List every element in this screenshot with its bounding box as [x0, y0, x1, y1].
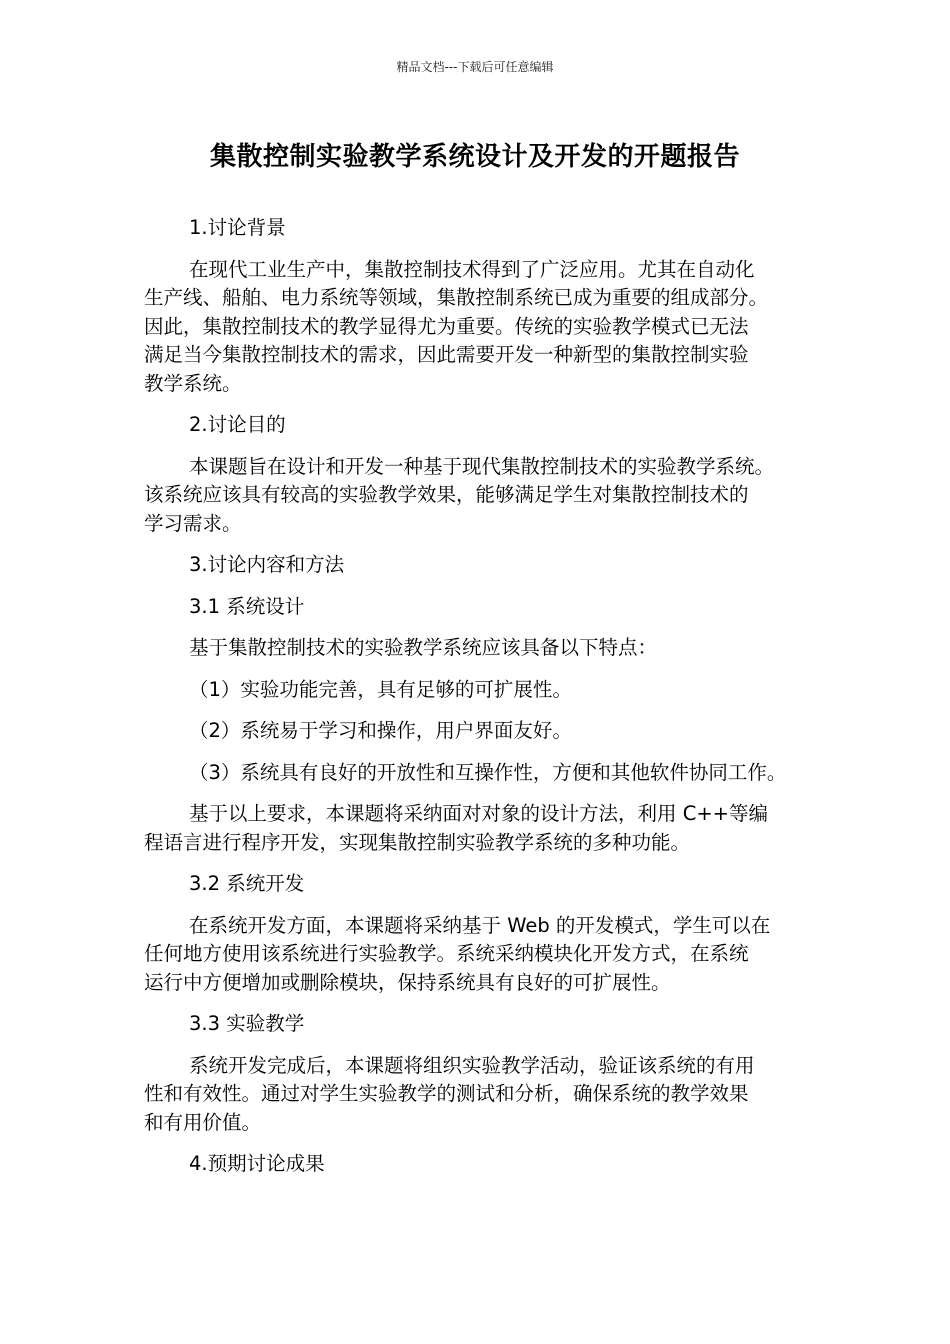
feature-item-1: （1）实验功能完善，具有足够的可扩展性。 — [189, 677, 572, 701]
section-3-3-heading: 3.3 实验教学 — [189, 1012, 305, 1035]
section-3-1-heading: 3.1 系统设计 — [189, 594, 305, 618]
header-note: 精品文档---下载后可任意编辑 — [396, 60, 554, 74]
section-3-1-paragraph: 基于以上要求，本课题将采纳面对对象的设计方法，利用 C++等编 程语言进行程序开发，实现集散控制实验教学系统的多种功能。 — [144, 802, 768, 854]
section-3-1-intro: 基于集散控制技术的实验教学系统应该具备以下特点： — [189, 636, 658, 659]
section-2-paragraph: 本课题旨在设计和开发一种基于现代集散控制技术的实验教学系统。 该系统应该具有较高的实验教学效果，能够满足学生对集散控制技术的 学习需求。 — [144, 454, 775, 535]
section-2-heading: 2.讨论目的 — [189, 413, 286, 436]
document-title: 集散控制实验教学系统设计及开发的开题报告 — [209, 142, 740, 172]
section-3-2-heading: 3.2 系统开发 — [189, 872, 305, 895]
section-1-heading: 1.讨论背景 — [189, 216, 286, 239]
feature-item-2: （2）系统易于学习和操作，用户界面友好。 — [189, 719, 572, 742]
section-3-2-paragraph: 在系统开发方面，本课题将采纳基于 Web 的开发模式，学生可以在 任何地方使用该系统进行实验教学。系统采纳模块化开发方式，在系统 运行中方便增加或删除模块，保持系统具有良好的可扩展性。 — [144, 913, 771, 994]
section-4-heading: 4.预期讨论成果 — [189, 1152, 325, 1175]
section-3-heading: 3.讨论内容和方法 — [189, 553, 345, 576]
document-body — [144, 214, 834, 1179]
section-3-3-paragraph: 系统开发完成后，本课题将组织实验教学活动，验证该系统的有用 性和有效性。通过对学生实验教学的测试和分析，确保系统的教学效果 和有用价值。 — [144, 1053, 755, 1134]
feature-item-3: （3）系统具有良好的开放性和互操作性，方便和其他软件协同工作。 — [189, 760, 787, 784]
section-1-paragraph: 在现代工业生产中，集散控制技术得到了广泛应用。尤其在自动化 生产线、船舶、电力系统等领域，集散控制系统已成为重要的组成部分。 因此，集散控制技术的教学显得尤为重要。传统的实验教学模式已无法 满足当今集散控制技术的需求，因此需要开发一种新型的集散控制实验 教学系统。 — [144, 257, 769, 395]
